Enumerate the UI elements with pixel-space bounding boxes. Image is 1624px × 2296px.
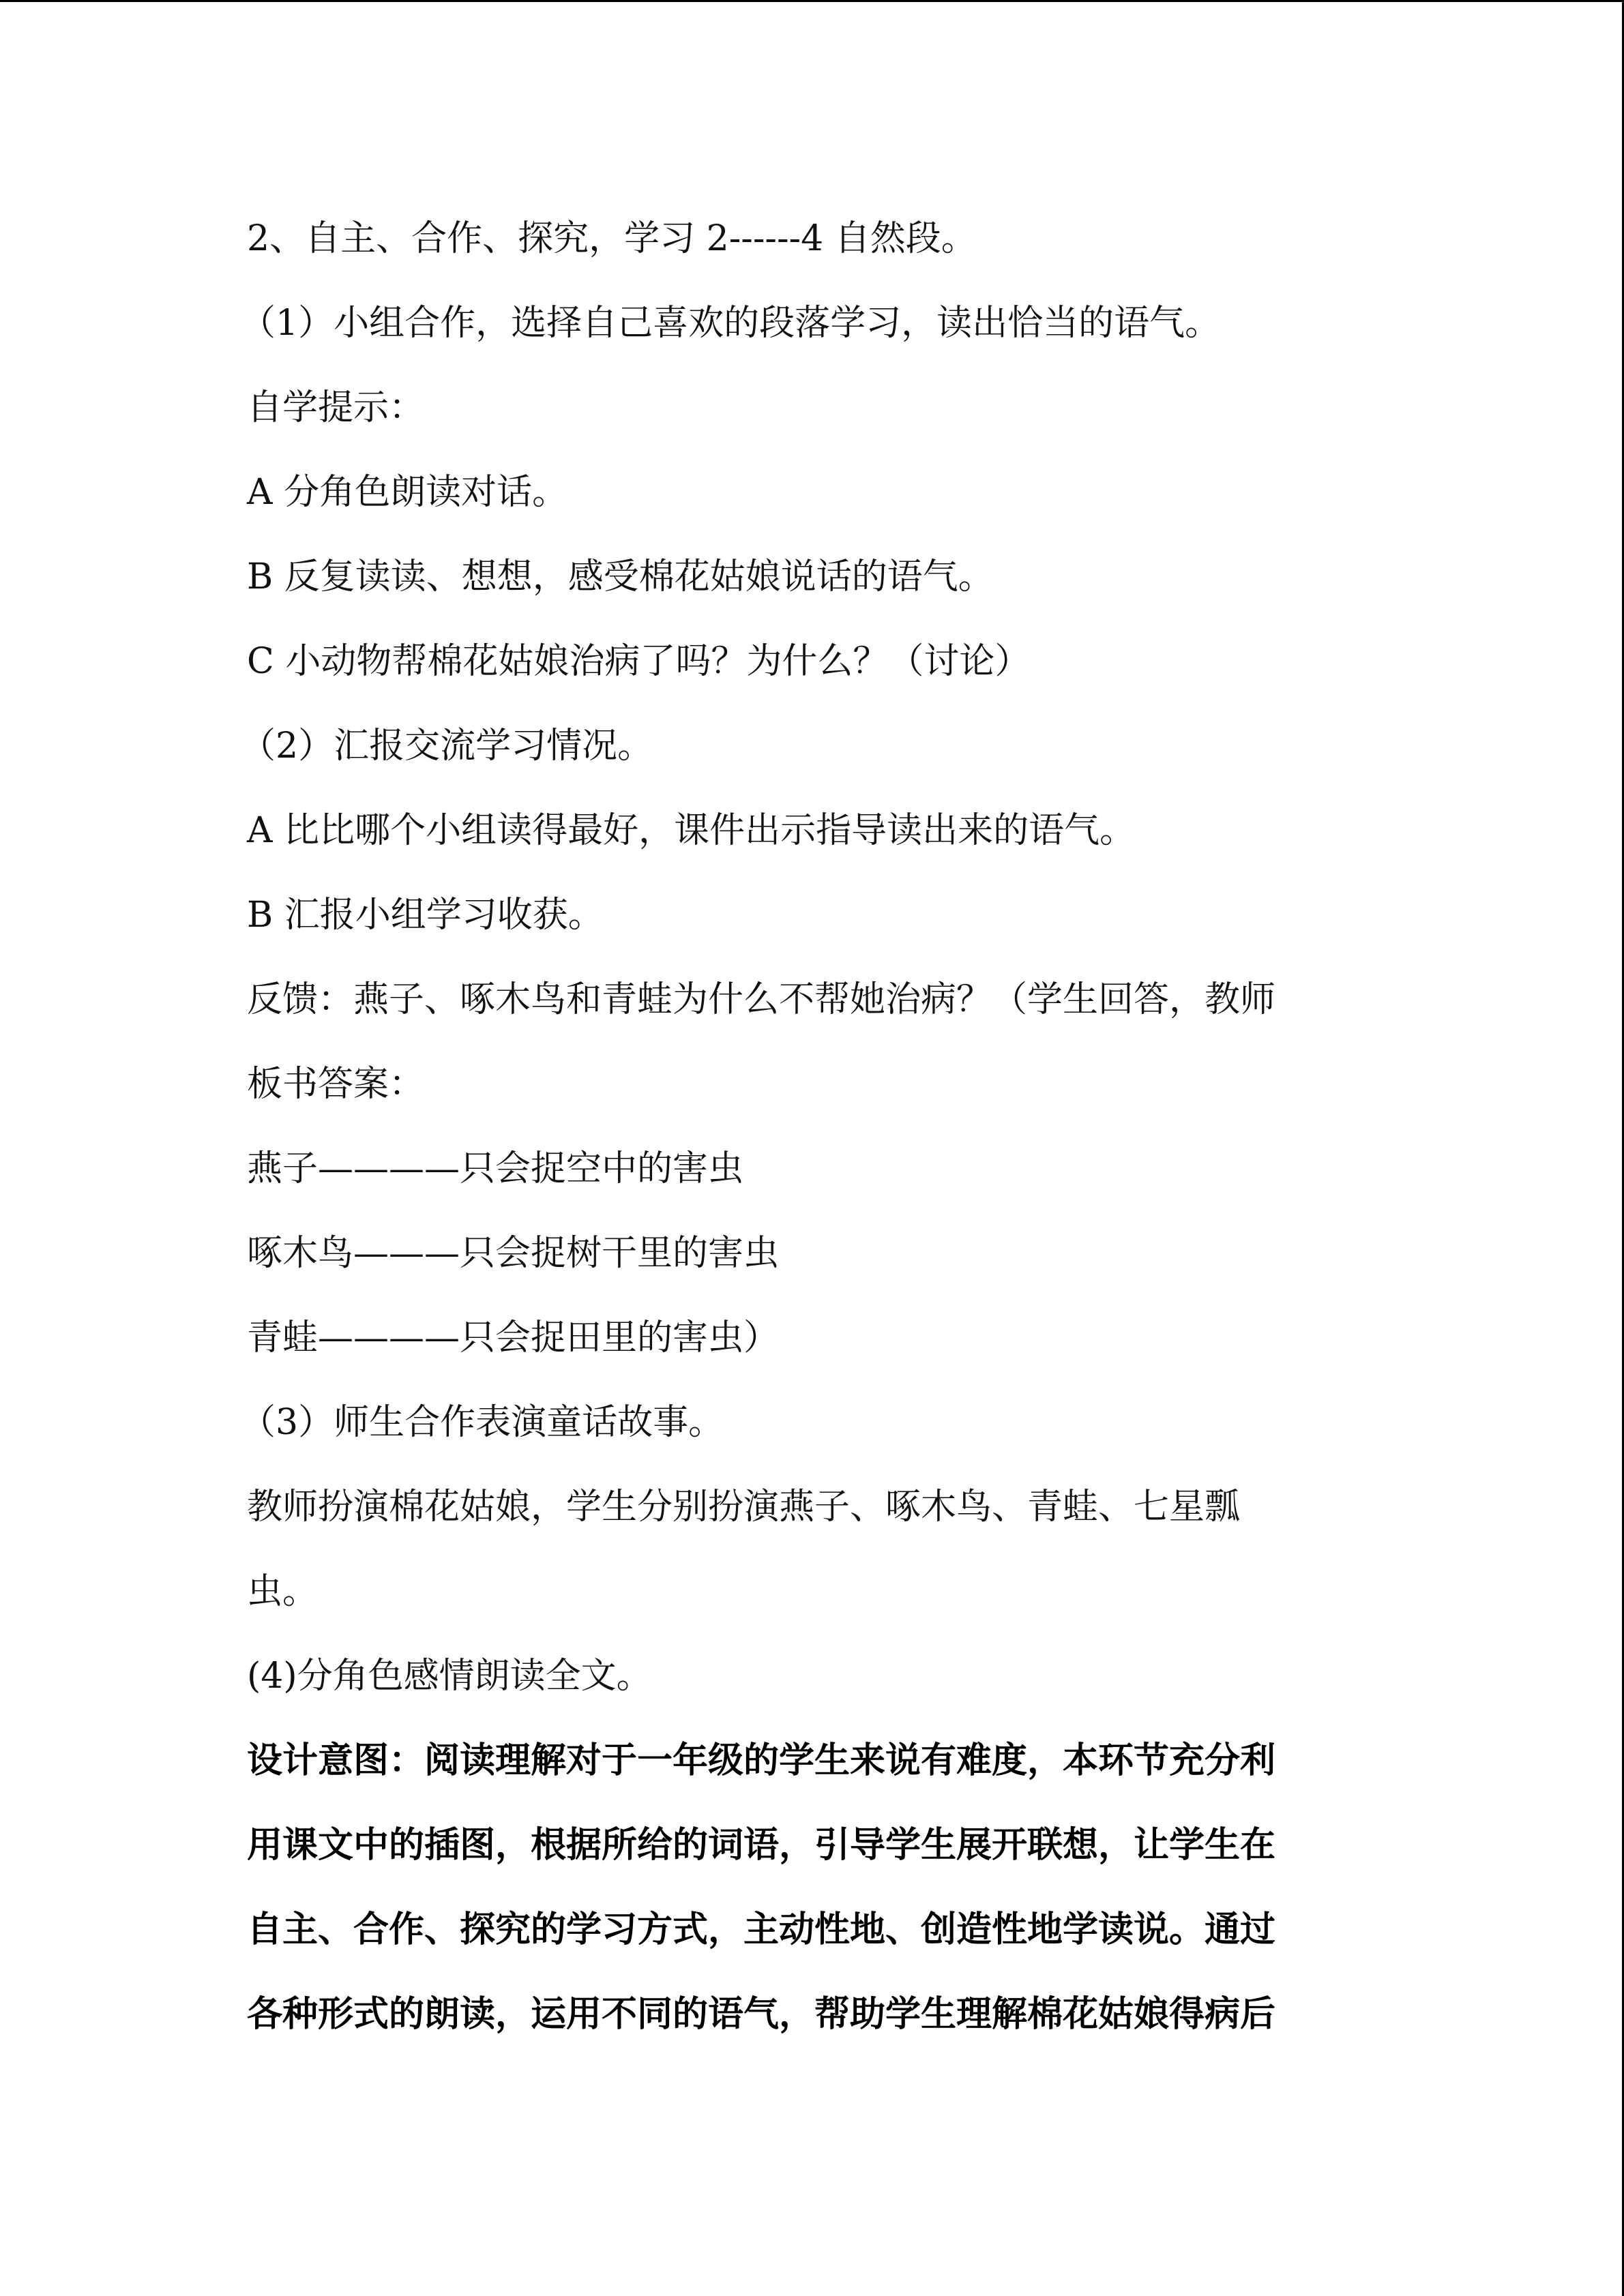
- report-a: A 比比哪个小组读得最好，课件出示指导读出来的语气。: [247, 810, 1136, 851]
- design-intent-line-1: 设计意图：阅读理解对于一年级的学生来说有难度，本环节充分利: [247, 1740, 1276, 1781]
- board-answer-label: 板书答案：: [247, 1064, 425, 1105]
- answer-woodpecker: 啄木鸟———只会捉树干里的害虫: [247, 1233, 780, 1274]
- report-b: B 汇报小组学习收获。: [247, 895, 604, 936]
- roleplay-line-cont: 虫。: [247, 1571, 319, 1612]
- sub-step-4: (4)分角色感情朗读全文。: [247, 1656, 652, 1697]
- design-intent-line-2: 用课文中的插图，根据所给的词语，引导学生展开联想，让学生在: [247, 1824, 1276, 1866]
- sub-step-1: （1）小组合作，选择自己喜欢的段落学习，读出恰当的语气。: [240, 303, 1221, 344]
- sub-step-2: （2）汇报交流学习情况。: [240, 726, 653, 766]
- design-intent-line-3: 自主、合作、探究的学习方式，主动性地、创造性地学读说。通过: [247, 1909, 1276, 1950]
- tip-a: A 分角色朗读对话。: [247, 472, 568, 513]
- page-top-border: [0, 0, 1624, 2]
- answer-frog: 青蛙————只会捉田里的害虫）: [247, 1317, 780, 1358]
- feedback-line: 反馈：燕子、啄木鸟和青蛙为什么不帮她治病？（学生回答，教师: [247, 979, 1276, 1020]
- self-study-tips-label: 自学提示：: [247, 387, 425, 428]
- tip-c: C 小动物帮棉花姑娘治病了吗？为什么？（讨论）: [247, 641, 1031, 682]
- heading-step-2: 2、自主、合作、探究，学习 2------4 自然段。: [247, 218, 977, 259]
- answer-swallow: 燕子————只会捉空中的害虫: [247, 1148, 744, 1189]
- tip-b: B 反复读读、想想，感受棉花姑娘说话的语气。: [247, 556, 994, 597]
- roleplay-line: 教师扮演棉花姑娘，学生分别扮演燕子、啄木鸟、青蛙、七星瓢: [247, 1487, 1241, 1527]
- design-intent-line-4: 各种形式的朗读，运用不同的语气，帮助学生理解棉花姑娘得病后: [247, 1993, 1276, 2035]
- sub-step-3: （3）师生合作表演童话故事。: [240, 1402, 724, 1443]
